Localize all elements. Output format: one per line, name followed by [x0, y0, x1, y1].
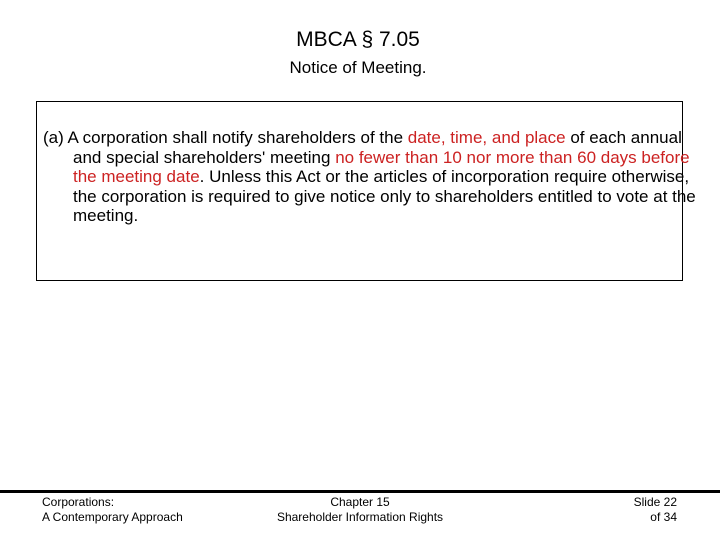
footer-book-title	[42, 495, 183, 525]
highlight-date-time-place: date, time, and place	[407, 128, 566, 147]
footer-chapter-line1: Chapter 15	[330, 495, 390, 509]
footer-chapter-line2: Shareholder Information Rights	[276, 510, 444, 524]
footer-slide-line2: of 34	[650, 510, 677, 524]
footer-book-line1: Corporations:	[42, 495, 115, 509]
paragraph-text: of each annual and special shareholders' meeting	[73, 128, 682, 167]
statute-paragraph	[43, 128, 703, 226]
slide-title: MBCA § 7.05	[296, 28, 420, 51]
highlight-notice-period: no fewer than 10 nor more than 60 days before the meeting date	[73, 147, 690, 186]
footer-slide-line1: Slide 22	[633, 495, 677, 509]
footer-book-line2: A Contemporary Approach	[42, 510, 183, 524]
footer-slide-number	[634, 495, 677, 525]
footer-divider	[0, 490, 720, 493]
paragraph-text: (a) A corporation shall notify shareholders of the	[43, 128, 408, 147]
slide-subtitle: Notice of Meeting.	[289, 58, 427, 77]
paragraph-text: . Unless this Act or the articles of incorporation require otherwise, the corporation is required to give notice only to shareholders entitled to vote at the meeting.	[73, 167, 696, 225]
footer-chapter	[240, 495, 480, 525]
